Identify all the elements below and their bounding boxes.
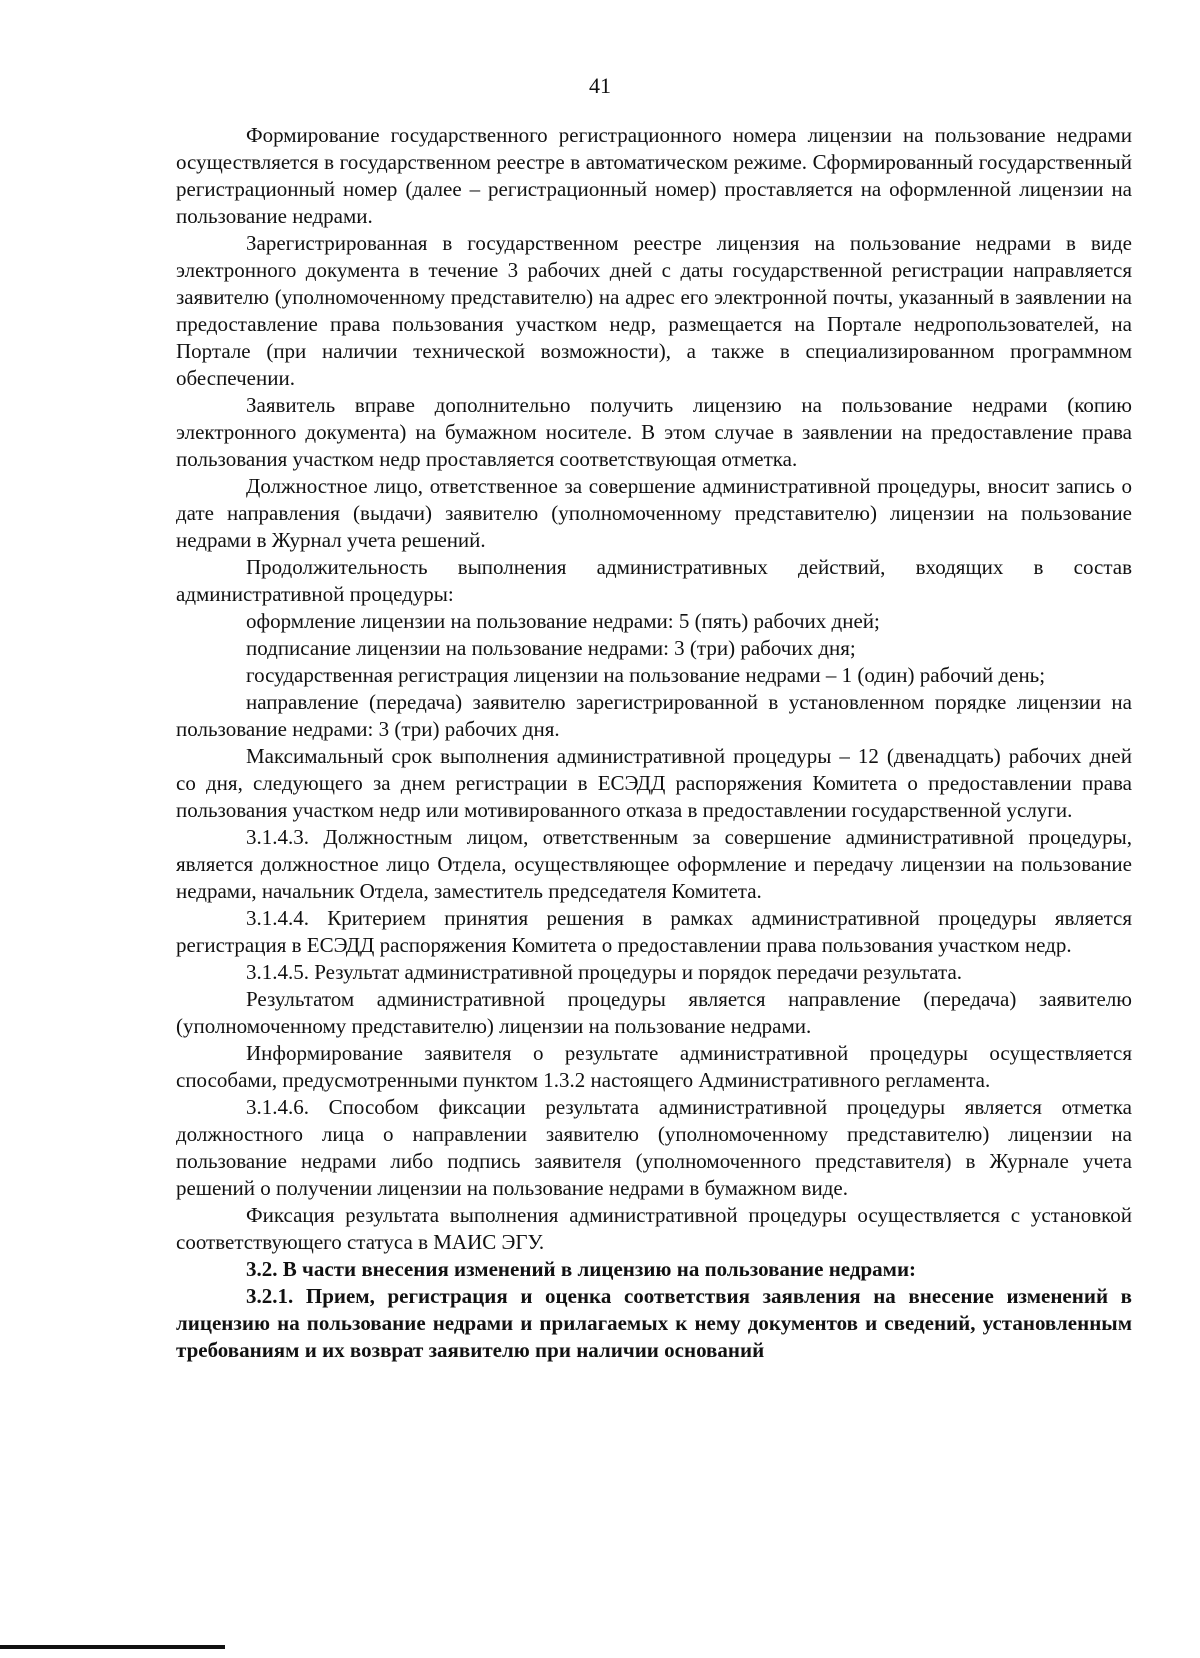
- paragraph: 3.1.4.5. Результат административной процедуры и порядок передачи результата.: [246, 960, 963, 984]
- page-number: 41: [589, 73, 611, 98]
- section-heading: 3.2. В части внесения изменений в лицензию на пользование недрами:: [246, 1257, 917, 1281]
- paragraph: 3.1.4.4. Критерием принятия решения в рамках административной процедуры является регистрация в ЕСЭДД распоряжения Комитета о предоставлении права пользования участком недр.: [176, 906, 1132, 957]
- paragraph: Максимальный срок выполнения административной процедуры – 12 (двенадцать) рабочих дней со дня, следующего за днем регистрации в ЕСЭДД распоряжения Комитета о предоставлении права пользования участком недр или мотивированного отказа в предоставлении государственной услуги.: [176, 744, 1132, 822]
- paragraph: Зарегистрированная в государственном реестре лицензия на пользование недрами в виде электронного документа в течение 3 рабочих дней с даты государственной регистрации направляется заявителю (уполномоченному представителю) на адрес его электронной почты, указанный в заявлении на предоставление права пользования участком недр, размещается на Портале недропользователей, на Портале (при наличии технической возможности), а также в специализированном программном обеспечении.: [176, 231, 1132, 390]
- list-item: государственная регистрация лицензии на пользование недрами – 1 (один) рабочий день;: [246, 663, 1046, 687]
- paragraph: Заявитель вправе дополнительно получить лицензию на пользование недрами (копию электронного документа) на бумажном носителе. В этом случае в заявлении на предоставление права пользования участком недр проставляется соответствующая отметка.: [176, 393, 1132, 471]
- paragraph: Продолжительность выполнения административных действий, входящих в состав административной процедуры:: [176, 555, 1132, 606]
- paragraph: Должностное лицо, ответственное за совершение административной процедуры, вносит запись о дате направления (выдачи) заявителю (уполномоченному представителю) лицензии на пользование недрами в Журнал учета решений.: [176, 474, 1132, 552]
- list-item: подписание лицензии на пользование недрами: 3 (три) рабочих дня;: [246, 636, 856, 660]
- list-item: оформление лицензии на пользование недрами: 5 (пять) рабочих дней;: [246, 609, 880, 633]
- subsection-heading: 3.2.1. Прием, регистрация и оценка соответствия заявления на внесение изменений в лицензию на пользование недрами и прилагаемых к нему документов и сведений, установленным требованиям и их возврат заявителю при наличии оснований: [176, 1284, 1132, 1362]
- document-body: [176, 122, 1132, 1364]
- paragraph: Фиксация результата выполнения административной процедуры осуществляется с установкой соответствующего статуса в МАИС ЭГУ.: [176, 1203, 1132, 1254]
- paragraph: Результатом административной процедуры является направление (передача) заявителю (уполномоченному представителю) лицензии на пользование недрами.: [176, 987, 1132, 1038]
- paragraph: 3.1.4.6. Способом фиксации результата административной процедуры является отметка должностного лица о направлении заявителю (уполномоченному представителю) лицензии на пользование недрами либо подпись заявителя (уполномоченного представителя) в Журнале учета решений о получении лицензии на пользование недрами в бумажном виде.: [176, 1095, 1132, 1200]
- paragraph: 3.1.4.3. Должностным лицом, ответственным за совершение административной процедуры, является должностное лицо Отдела, осуществляющее оформление и передачу лицензии на пользование недрами, начальник Отдела, заместитель председателя Комитета.: [176, 825, 1132, 903]
- paragraph: Формирование государственного регистрационного номера лицензии на пользование недрами осуществляется в государственном реестре в автоматическом режиме. Сформированный государственный регистрационный номер (далее – регистрационный номер) проставляется на оформленной лицензии на пользование недрами.: [176, 123, 1132, 228]
- footer-rule: [0, 1645, 225, 1649]
- paragraph: Информирование заявителя о результате административной процедуры осуществляется способами, предусмотренными пунктом 1.3.2 настоящего Административного регламента.: [176, 1041, 1132, 1092]
- list-item: направление (передача) заявителю зарегистрированной в установленном порядке лицензии на пользование недрами: 3 (три) рабочих дня.: [176, 690, 1132, 741]
